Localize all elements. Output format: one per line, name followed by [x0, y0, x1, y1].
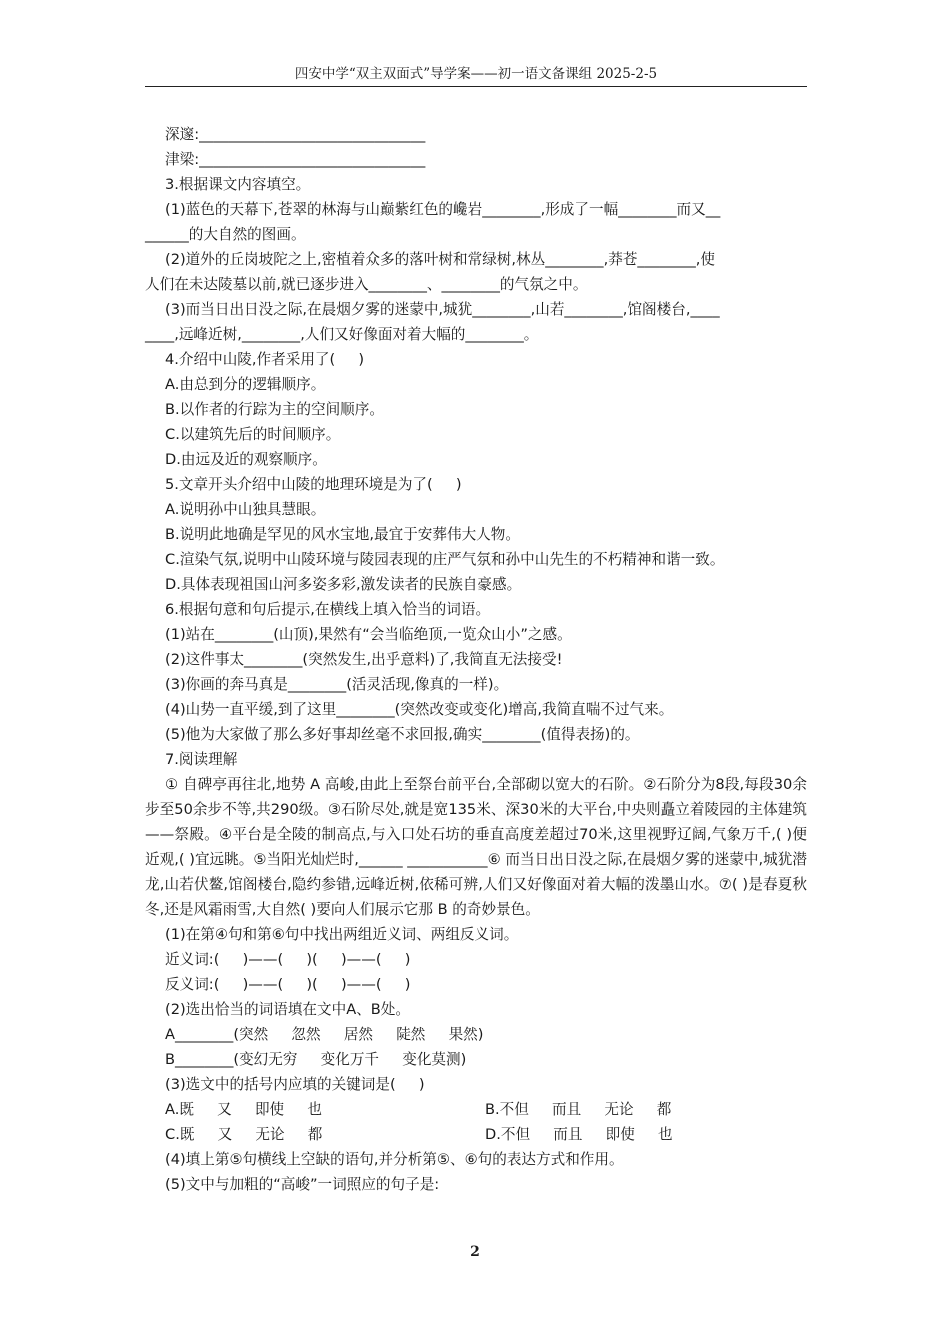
question-7-5: (5)文中与加粗的“高峻”一词照应的句子是: [165, 1176, 440, 1193]
choice-b-line: B________(变幻无穷 变化万千 变化莫测) [165, 1051, 467, 1068]
question-6-5: (5)他为大家做了那么多好事却丝毫不求回报,确实________(值得表扬)的。 [165, 726, 640, 743]
page-header: 四安中学“双主双面式”导学案——初一语文备课组 2025-2-5 [145, 62, 807, 87]
option-4d: D.由远及近的观察顺序。 [165, 451, 327, 468]
choice-a-line: A________(突然 忽然 居然 陡然 果然) [165, 1026, 484, 1043]
option-4c: C.以建筑先后的时间顺序。 [165, 426, 341, 443]
reading-passage: ① 自碑亭再往北,地势 A 高峻,由此上至祭台前平台,全部砌以宽大的石阶。②石阶分为8段,每段30余步至50余步不等,共290级。③石阶尽处,就是宽135米、深30米的大平台,中央则矗立着陵园的主体建筑——祭殿。④平台是全陵的制高点,与入口处石坊的垂直高度差超过70米,这里视野辽阔,气象万千,( )便近观,( )宜远眺。⑤当阳光灿烂时,______ ___________⑥ 而当日出日没之际,在晨烟夕雾的迷蒙中,城犹潜龙,山若伏鳌,馆阁楼台,隐约参错,远峰近树,依稀可辨,人们又好像面对着大幅的泼墨山水。⑦( )是春夏秋冬,还是风霜雨雪,大自然( )要向人们展示它那 B 的奇妙景色。 [145, 776, 807, 918]
question-6-3: (3)你画的奔马真是________(活灵活现,像真的一样)。 [165, 676, 509, 693]
question-3-3: (3)而当日出日没之际,在晨烟夕雾的迷蒙中,城犹________,山若________,馆阁楼台,____ [165, 301, 720, 318]
question-7-title: 7.阅读理解 [165, 751, 238, 768]
option-4b: B.以作者的行踪为主的空间顺序。 [165, 401, 384, 418]
synonyms-line: 近义词:( )——( )( )——( ) [165, 951, 411, 968]
question-7-1: (1)在第④句和第⑥句中找出两组近义词、两组反义词。 [165, 926, 519, 943]
question-3-title: 3.根据课文内容填空。 [165, 176, 311, 193]
option-7-3c: C.既 又 无论 都 [165, 1126, 323, 1143]
option-5c: C.渲染气氛,说明中山陵环境与陵园表现的庄严气氛和孙中山先生的不朽精神和谐一致。 [165, 551, 725, 568]
question-7-2: (2)选出恰当的词语填在文中A、B处。 [165, 1001, 410, 1018]
question-3-1: (1)蓝色的天幕下,苍翠的林海与山巅紫红色的巉岩________,形成了一幅________而又__ [165, 201, 721, 218]
vocab-shensui: 深邃:_______________________________ [165, 126, 426, 143]
question-6-1: (1)站在________(山顶),果然有“会当临绝顶,一览众山小”之感。 [165, 626, 572, 643]
option-5d: D.具体表现祖国山河多姿多彩,激发读者的民族自豪感。 [165, 576, 522, 593]
option-7-3d: D.不但 而且 即使 也 [485, 1126, 673, 1143]
question-4-title: 4.介绍中山陵,作者采用了( ) [165, 351, 365, 368]
antonyms-line: 反义词:( )——( )( )——( ) [165, 976, 411, 993]
question-3-1-cont: ______的大自然的图画。 [145, 226, 306, 243]
vocab-jinliang: 津梁:_______________________________ [165, 151, 426, 168]
question-3-3-cont: ____,远峰近树,________,人们又好像面对着大幅的________。 [145, 326, 539, 343]
option-7-3a: A.既 又 即使 也 [165, 1101, 322, 1118]
question-6-title: 6.根据句意和句后提示,在横线上填入恰当的词语。 [165, 601, 491, 618]
option-5a: A.说明孙中山独具慧眼。 [165, 501, 326, 518]
question-3-2: (2)道外的丘岗坡陀之上,密植着众多的落叶树和常绿树,林丛________,莽苍________,使 [165, 251, 716, 268]
question-6-2: (2)这件事太________(突然发生,出乎意料)了,我简直无法接受! [165, 651, 563, 668]
options-row-2 [145, 1122, 807, 1147]
question-5-title: 5.文章开头介绍中山陵的地理环境是为了( ) [165, 476, 462, 493]
page-number: 2 [470, 1244, 480, 1260]
worksheet-body [145, 122, 807, 1197]
question-7-4: (4)填上第⑤句横线上空缺的语句,并分析第⑤、⑥句的表达方式和作用。 [165, 1151, 624, 1168]
option-5b: B.说明此地确是罕见的风水宝地,最宜于安葬伟大人物。 [165, 526, 520, 543]
question-6-4: (4)山势一直平缓,到了这里________(突然改变或变化)增高,我简直喘不过气来。 [165, 701, 674, 718]
option-4a: A.由总到分的逻辑顺序。 [165, 376, 326, 393]
question-7-3: (3)选文中的括号内应填的关键词是( ) [165, 1076, 425, 1093]
options-row-1 [145, 1097, 807, 1122]
question-3-2-cont: 人们在未达陵墓以前,就已逐步进入________、________的气氛之中。 [145, 276, 588, 293]
option-7-3b: B.不但 而且 无论 都 [485, 1101, 672, 1118]
